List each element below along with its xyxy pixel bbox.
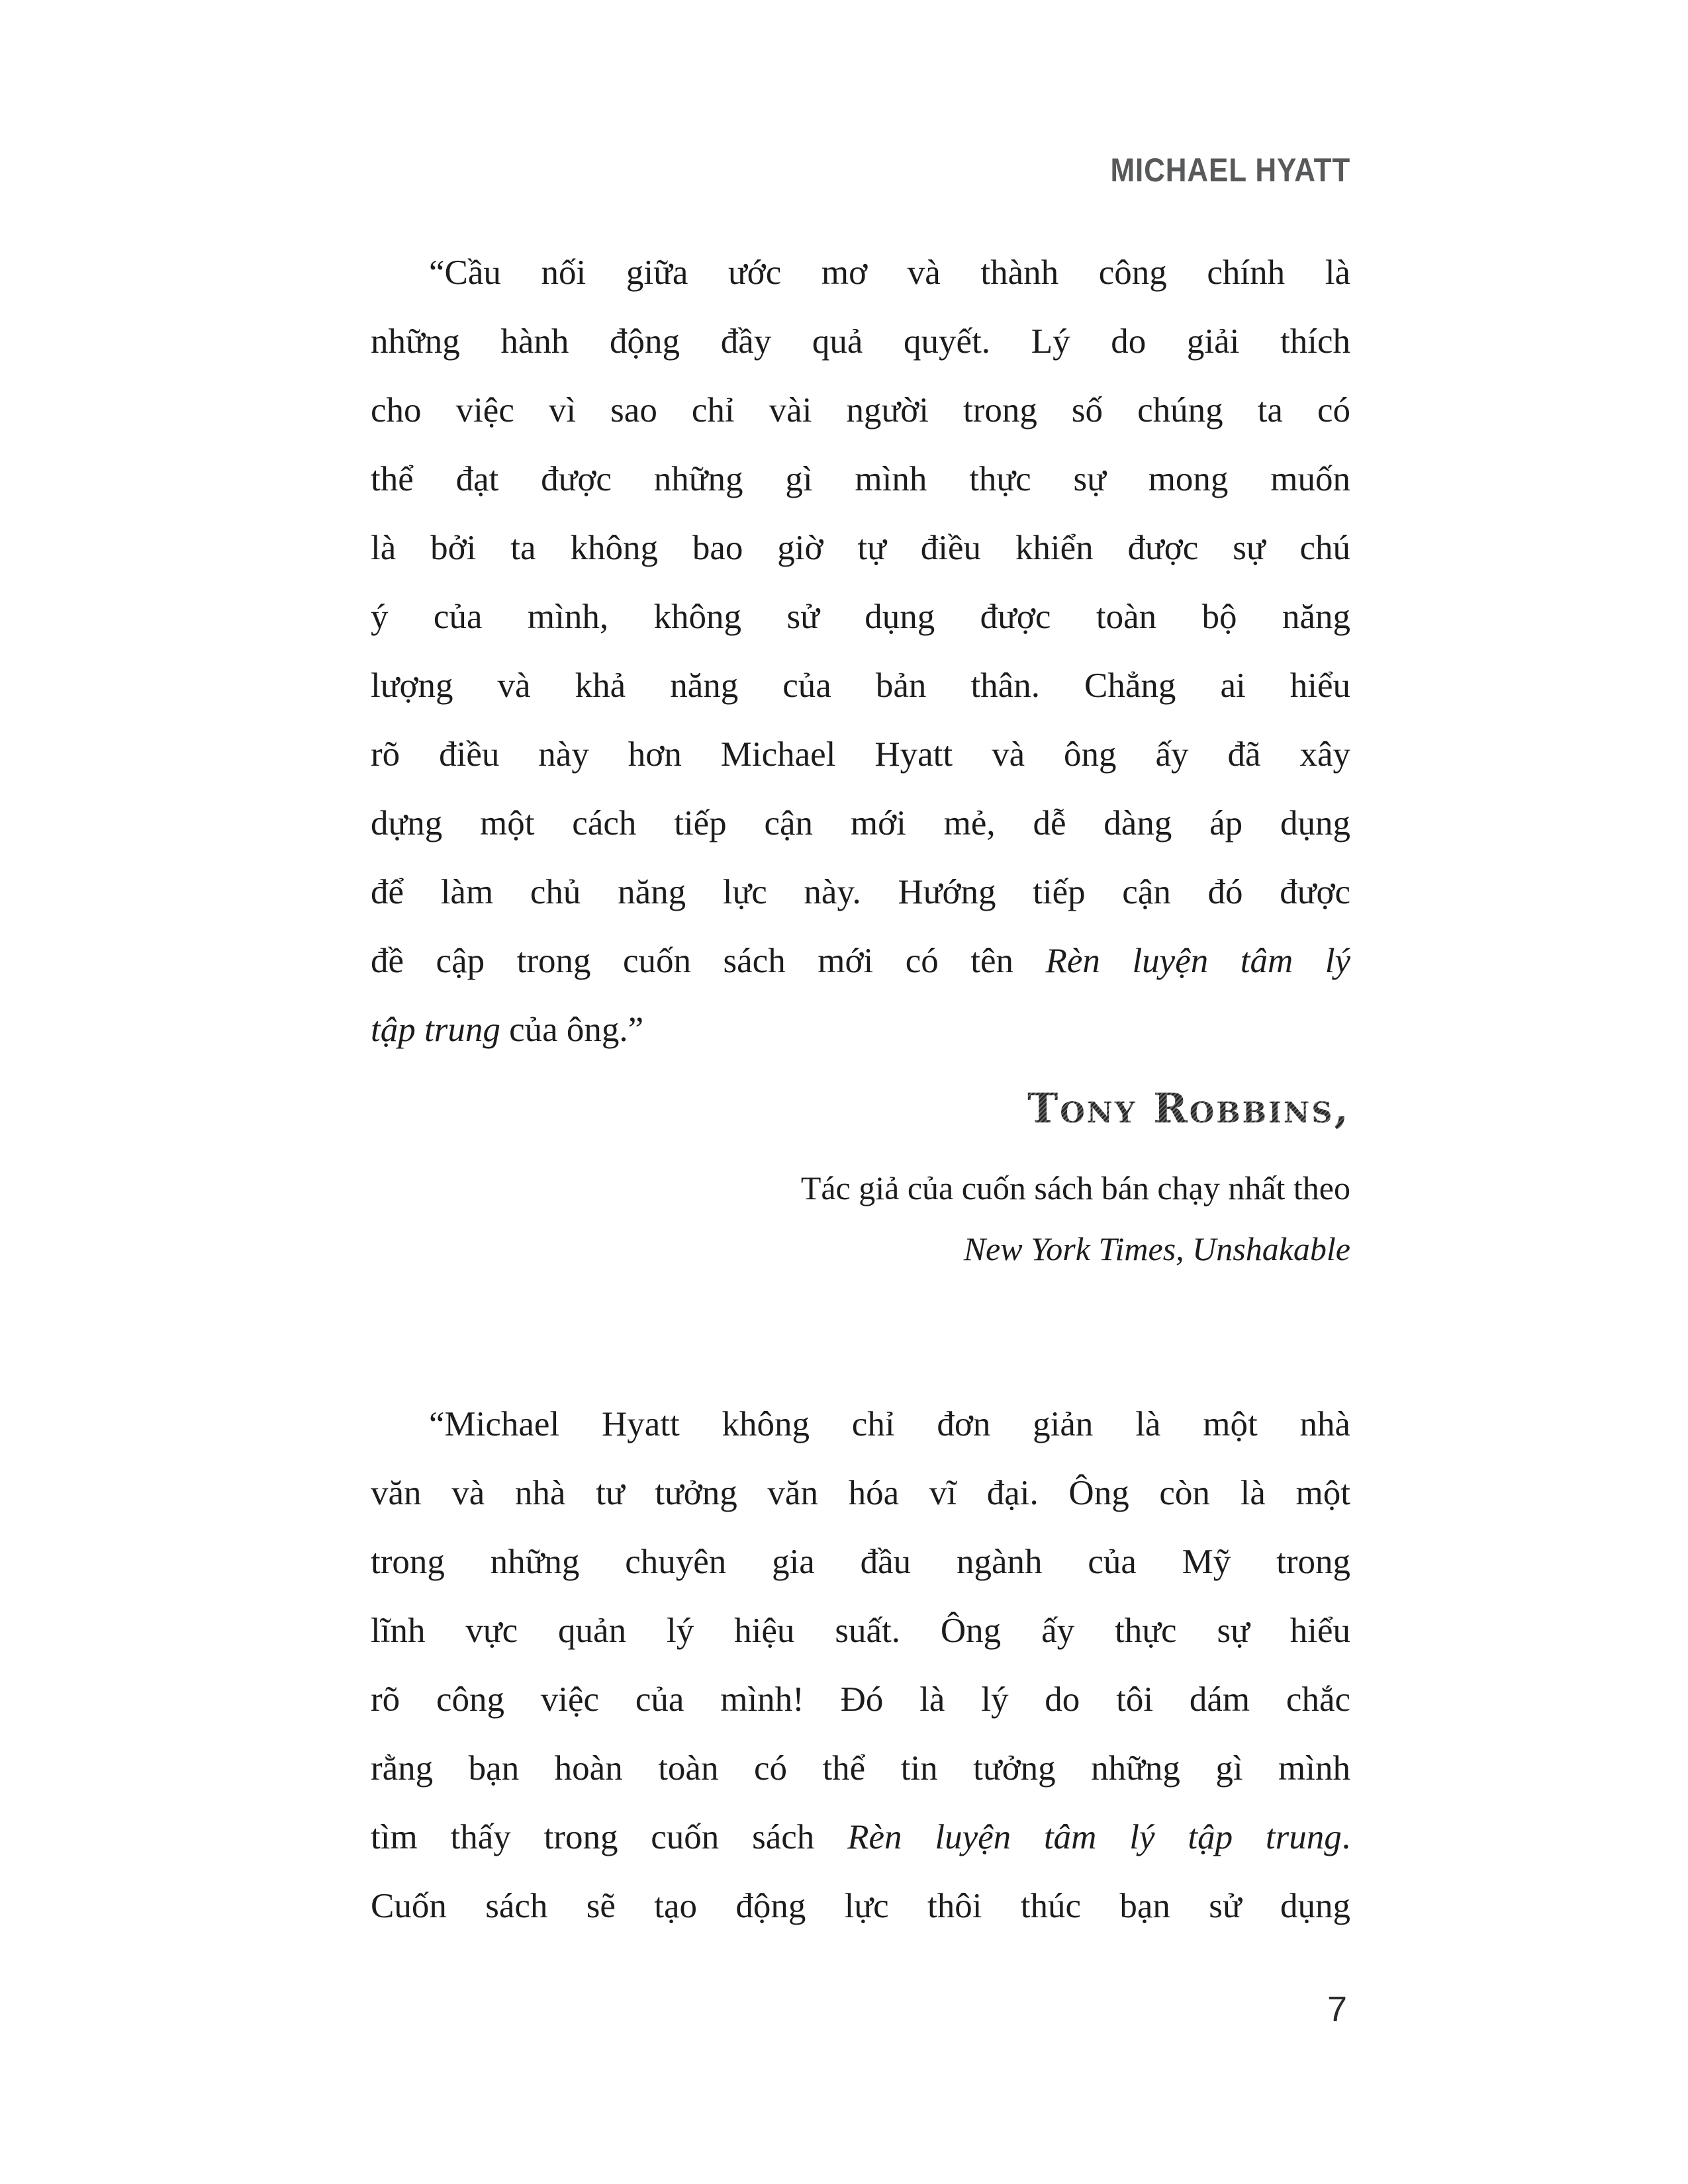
book-title-italic: tập trung [371,1011,500,1049]
book-title-italic: Rèn luyện tâm lý [1045,942,1350,980]
quote-line: trong những chuyên gia đầu ngành của Mỹ trong [371,1543,1350,1581]
quote-line: “Michael Hyatt không chỉ đơn giản là một nhà [429,1405,1350,1443]
quote-line: dựng một cách tiếp cận mới mẻ, dễ dàng áp dụng [371,804,1350,842]
quote-line: văn và nhà tư tưởng văn hóa vĩ đại. Ông còn là một [371,1474,1350,1512]
quote-line: lượng và khả năng của bản thân. Chẳng ai hiểu [371,666,1350,705]
quote-line: tìm thấy trong cuốn sách Rèn luyện tâm lý tập trung. [371,1818,1350,1856]
quote-line: để làm chủ năng lực này. Hướng tiếp cận đó được [371,873,1350,911]
endorsement-quote-1 [371,238,1350,1064]
quote-line: ý của mình, không sử dụng được toàn bộ năng [371,598,1350,636]
book-title-italic: Rèn luyện tâm lý tập trung [847,1818,1342,1856]
quote-line: rõ công việc của mình! Đó là lý do tôi dám chắc [371,1680,1350,1719]
quote-line: lĩnh vực quản lý hiệu suất. Ông ấy thực sự hiểu [371,1612,1350,1650]
endorsement-quote-2 [371,1390,1350,1940]
attribution-author-name: Tony Robbins, [1027,1084,1350,1132]
quote-line: tập trung của ông.” [371,1011,644,1049]
quote-line: những hành động đầy quả quyết. Lý do giải thích [371,322,1350,361]
quote-line: là bởi ta không bao giờ tự điều khiển được sự chú [371,529,1350,567]
quote-line: đề cập trong cuốn sách mới có tên Rèn luyện tâm lý [371,942,1350,980]
quote-line: rằng bạn hoàn toàn có thể tin tưởng những gì mình [371,1749,1350,1788]
attribution-credit-line-1: Tác giả của cuốn sách bán chạy nhất theo [800,1169,1350,1206]
attribution-credit-line-2: New York Times, Unshakable [963,1230,1350,1267]
quote-line: “Cầu nối giữa ước mơ và thành công chính là [429,253,1350,292]
quote-line: thể đạt được những gì mình thực sự mong muốn [371,460,1350,498]
quote-line: Cuốn sách sẽ tạo động lực thôi thúc bạn sử dụng [371,1887,1350,1925]
quote-line: cho việc vì sao chỉ vài người trong số chúng ta có [371,391,1350,430]
running-header: MICHAEL HYATT [1110,152,1350,189]
page-number: 7 [1327,1989,1347,2029]
quote-line: rõ điều này hơn Michael Hyatt và ông ấy đã xây [371,735,1350,774]
